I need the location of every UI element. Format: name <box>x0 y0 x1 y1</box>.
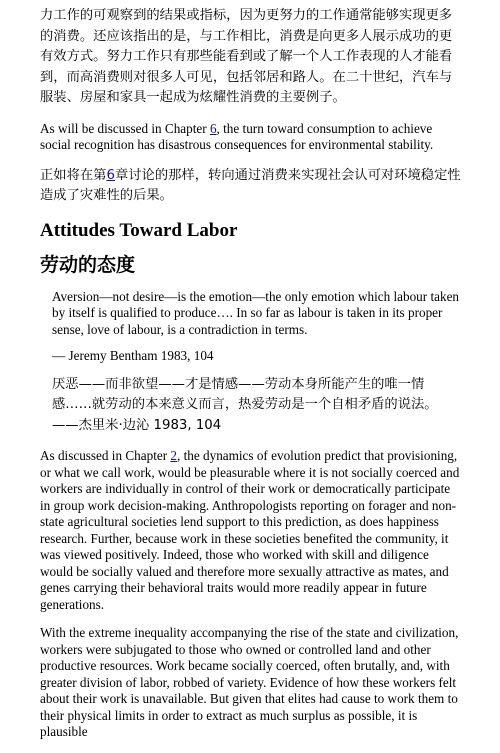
paragraph-en-chapter6 <box>40 121 462 154</box>
text: As will be discussed in Chapter <box>40 120 210 136</box>
paragraph-zh-chapter6 <box>40 166 462 207</box>
section-heading-en: Attitudes Toward Labor <box>40 219 238 241</box>
text: , the dynamics of evolution predict that provisioning, or what we call work, would be pleasurable where it is not socially coerced and workers are individually in control of their work or democratically participate in group work decision-making. Anthropologists reporting on forager and non-state agricultural societies lend support to this prediction, as does happiness research. Further, because work in these societies benefited the community, it was viewed positively. Indeed, those who worked with skill and diligence would be socially valued and therefore more sexually attractive as mates, and genes carrying their behavioral traits would more readily appear in future generations. <box>40 448 460 612</box>
section-heading-zh: 劳动的态度 <box>40 253 136 276</box>
chapter-2-link[interactable]: 2 <box>170 448 177 463</box>
quote-attribution-en: — Jeremy Bentham 1983, 104 <box>52 348 214 363</box>
document-page <box>40 6 462 753</box>
paragraph-en-inequality: With the extreme inequality accompanying the rise of the state and civilization, workers were subjugated to those who owned or controlled land and other productive resources. Work became socially coerced, often brutally, and, with greater division of labor, robbed of variety. Evidence of how these workers felt about their work is unavailable. But given that elites had cause to work them to their physical limits in order to extract as much surplus as possible, it is plausible <box>40 625 459 739</box>
text: 正如将在第 <box>40 167 107 183</box>
chapter-6-link[interactable]: 6 <box>209 120 217 136</box>
text: As discussed in Chapter <box>40 448 171 463</box>
quote-en: Aversion—not desire—is the emotion—the only emotion which labour taken by itself is qualified to produce…. In so far as labour is taken in its proper sense, love of labour, is a contradiction in terms. <box>52 288 460 337</box>
paragraph-zh-consumption: 力工作的可观察到的结果或指标，因为更努力的工作通常能够实现更多的消费。还应该指出的是，与工作相比，消费是向更多人展示成功的更有效方式。努力工作只有那些能看到或了解一个人工作表现的人才能看到，而高消费则对很多人可见，包括邻居和路人。在二十世纪，汽车与服装、房屋和家具一起成为炫耀性消费的主要例子。 <box>40 8 453 105</box>
quote-zh: 厌恶——而非欲望——才是情感——劳动本身所能产生的唯一情感……就劳动的本来意义而言，热爱劳动是一个自相矛盾的说法。——杰里米·边沁 1983, 104 <box>52 376 438 433</box>
chapter-6-link-zh[interactable]: 6 <box>106 167 115 183</box>
text: , the turn toward consumption to achieve social recognition has disastrous consequences for environmental stability. <box>40 120 434 152</box>
paragraph-en-chapter2 <box>40 448 462 613</box>
epigraph <box>52 289 462 437</box>
text: 章讨论的那样，转向通过消费来实现社会认可对环境稳定性造成了灾难性的后果。 <box>40 167 461 203</box>
